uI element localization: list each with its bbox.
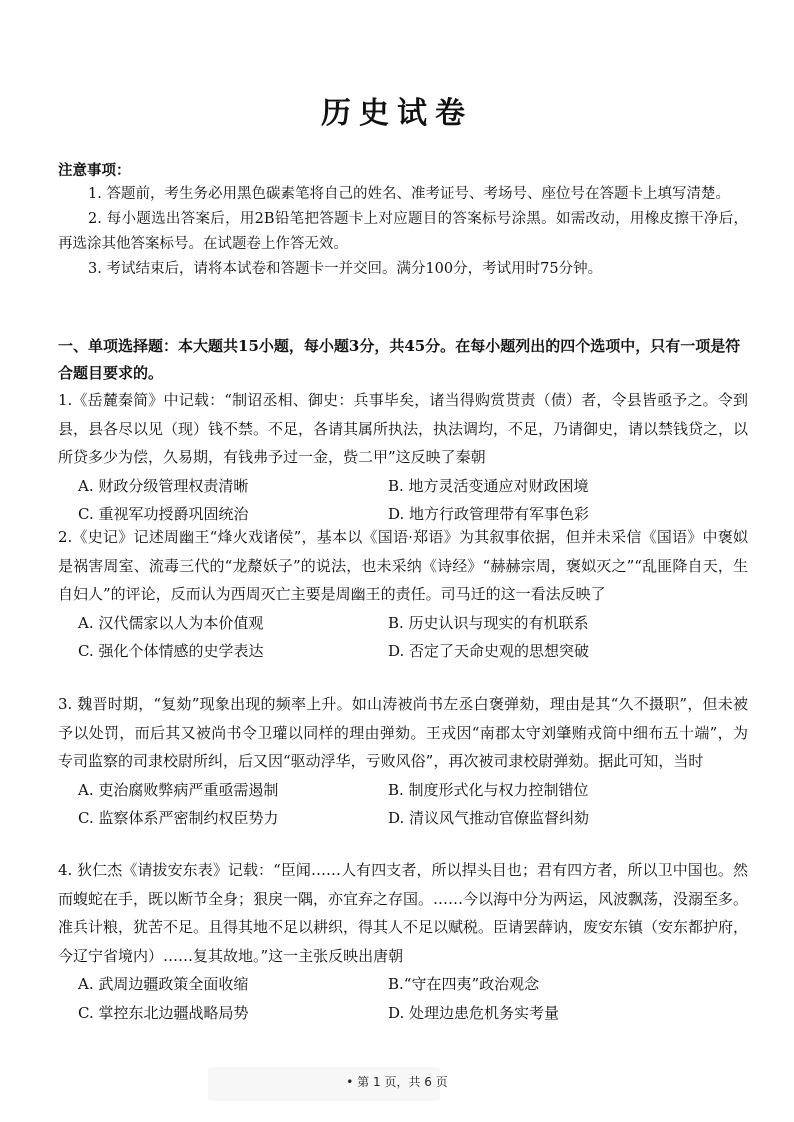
instruction-item: 2. 每小题选出答案后，用2B铅笔把答题卡上对应题目的答案标号涂黑。如需改动，用橡皮擦干净后，再选涂其他答案标号。在试题卷上作答无效。 xyxy=(58,211,748,252)
options-grid xyxy=(58,970,748,1027)
option-d: D. 否定了天命史观的思想突破 xyxy=(388,642,590,660)
option-b: B. 地方灵活变通应对财政困境 xyxy=(388,476,589,495)
options-grid xyxy=(58,776,748,833)
question-4 xyxy=(58,856,748,1027)
option-b: B. 历史认识与现实的有机联系 xyxy=(388,613,589,632)
option-d: D. 处理边患危机务实考量 xyxy=(388,1003,560,1022)
option-d: D. 地方行政管理带有军事色彩 xyxy=(388,505,590,523)
page-number: • 第 1 页，共 6 页 xyxy=(346,1075,448,1089)
instruction-item: 3. 考试结束后，请将本试卷和答题卡一并交回。满分100分，考试用时75分钟。 xyxy=(88,261,603,277)
question-stem: 4. 狄仁杰《请拔安东表》记载：“臣闻……人有四支者，所以捍头目也；君有四方者，所以卫中国也。然而蝮蛇在手，既以断节全身；狠戾一隅，亦宜弃之存国。……今以海中分为两运，风波飘荡，没溺至多。准兵计粮，犹苦不足。且得其地不足以耕织，得其人不足以赋税。臣请罢薛讷，废安东镇（安东都护府，今辽宁省境内）……复其故地。”这一主张反映出唐朝 xyxy=(58,861,749,965)
instruction-item: 1. 答题前，考生务必用黑色碳素笔将自己的姓名、准考证号、考场号、座位号在答题卡上填写清楚。 xyxy=(88,186,730,202)
question-stem: 1.《岳麓秦简》中记载：“制诏丞相、御史：兵事毕矣，诸当得购赏贳责（债）者，令县皆亟予之。令到县，县各尽以见（现）钱不禁。不足，各请其属所执法，执法调均，不足，乃请御史，请以禁钱贷之，以所贷多少为偿，久易期，有钱弗予过一金，赀二甲”这反映了秦朝 xyxy=(58,391,749,466)
option-a: A. 武周边疆政策全面收缩 xyxy=(78,975,249,993)
option-c: C. 掌控东北边疆战略局势 xyxy=(78,1003,249,1022)
question-1 xyxy=(58,386,748,529)
instructions-block xyxy=(58,160,748,282)
option-c: C. 强化个体情感的史学表达 xyxy=(78,642,264,660)
question-stem: 3. 魏晋时期，“复劾”现象出现的频率上升。如山涛被尚书左丞白褒弹劾，理由是其“久不摄职”，但未被予以处罚，而后其又被尚书令卫瓘以同样的理由弹劾。王戎因“南郡太守刘肇贿戎筒中细布五十端”，为专司监察的司隶校尉所纠，后又因“驱动浮华，亏败风俗”，再次被司隶校尉弹劾。据此可知，当时 xyxy=(58,695,748,770)
option-a: A. 财政分级管理权责清晰 xyxy=(78,476,249,495)
option-a: A. 汉代儒家以人为本价值观 xyxy=(78,613,264,632)
section-heading: 一、单项选择题：本大题共15小题，每小题3分，共45分。在每小题列出的四个选项中，只有一项是符合题目要求的。 xyxy=(58,337,741,382)
question-stem: 2.《史记》记述周幽王“烽火戏诸侯”，基本以《国语·郑语》为其叙事依据，但并未采信《国语》中褒姒是祸害周室、流毒三代的“龙漦妖子”的说法，也未采纳《诗经》“赫赫宗周，褒姒灭之”“乱匪降自天，生自妇人”的评论，反而认为西周灭亡主要是周幽王的责任。司马迁的这一看法反映了 xyxy=(58,528,748,603)
option-d: D. 清议风气推动官僚监督纠劾 xyxy=(388,809,590,827)
page-title: 历史试卷 xyxy=(321,96,473,131)
question-3 xyxy=(58,690,748,833)
question-2 xyxy=(58,523,748,666)
options-grid xyxy=(58,609,748,666)
option-b: B. 制度形式化与权力控制错位 xyxy=(388,780,589,799)
option-a: A. 吏治腐败弊病严重亟需遏制 xyxy=(78,780,279,799)
option-c: C. 监察体系严密制约权臣势力 xyxy=(78,809,279,827)
options-grid xyxy=(58,472,748,529)
option-b: B.“守在四夷”政治观念 xyxy=(388,975,540,993)
option-c: C. 重视军功授爵巩固统治 xyxy=(78,505,249,523)
instructions-heading: 注意事项： xyxy=(58,162,131,179)
